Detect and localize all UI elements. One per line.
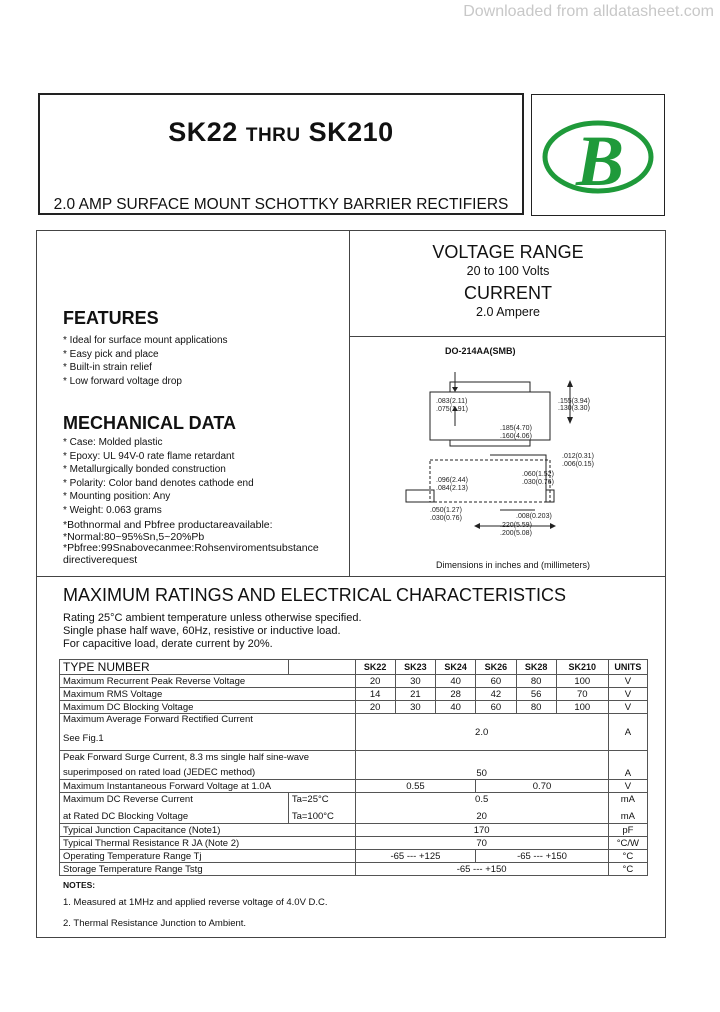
dim-label: .075(1.91) xyxy=(436,406,468,413)
units-header: UNITS xyxy=(608,660,647,675)
ratings-note: For capacitive load, derate current by 20%. xyxy=(63,638,273,650)
param-label xyxy=(60,793,289,824)
watermark: Downloaded from alldatasheet.com xyxy=(463,3,714,20)
param-label: Maximum Recurrent Peak Reverse Voltage xyxy=(60,675,356,688)
table-row xyxy=(60,714,648,751)
dim-label: .220(5.59) xyxy=(500,522,532,529)
subtitle: 2.0 AMP SURFACE MOUNT SCHOTTKY BARRIER RECTIFIERS xyxy=(53,196,509,213)
unit-cell: °C xyxy=(608,863,647,876)
current-value: 2.0 Ampere xyxy=(476,305,540,319)
param-label: Maximum Instantaneous Forward Voltage at 1.0A xyxy=(60,780,356,793)
characteristics-table xyxy=(59,659,648,876)
value-cell: 100 xyxy=(556,701,608,714)
value-cell: -65 --- +125 xyxy=(355,850,476,863)
col-header: SK24 xyxy=(436,660,476,675)
part-from: SK22 xyxy=(168,117,238,147)
value-cell: -65 --- +150 xyxy=(476,850,608,863)
value-cell: 80 xyxy=(516,675,556,688)
unit-cell: V xyxy=(608,780,647,793)
dim-label: .160(4.06) xyxy=(500,433,532,440)
col-header: SK26 xyxy=(476,660,516,675)
param-label xyxy=(60,714,356,751)
condition: Ta=25°C xyxy=(291,794,329,805)
feature-item: * Easy pick and place xyxy=(63,348,159,360)
value-cell: 56 xyxy=(516,688,556,701)
dim-arrow xyxy=(567,417,573,424)
ratings-note: Single phase half wave, 60Hz, resistive or inductive load. xyxy=(63,625,341,637)
param-label xyxy=(60,751,356,780)
param-label: Typical Junction Capacitance (Note1) xyxy=(60,824,356,837)
mechanical-item: * Polarity: Color band denotes cathode end xyxy=(63,477,254,489)
col-header: SK28 xyxy=(516,660,556,675)
table-row xyxy=(60,850,648,863)
divider-ratings xyxy=(36,576,666,577)
mechanical-item: * Epoxy: UL 94V-0 rate flame retardant xyxy=(63,450,235,462)
table-row xyxy=(60,837,648,850)
mechanical-item: * Mounting position: Any xyxy=(63,491,171,503)
unit-cell: A xyxy=(608,751,647,780)
dim-label: .030(0.76) xyxy=(430,515,462,522)
param-label: Typical Thermal Resistance R JA (Note 2) xyxy=(60,837,356,850)
unit-cell: A xyxy=(608,714,647,751)
dim-label: .096(2.44) xyxy=(436,477,468,484)
mechanical-item: * Metallurgically bonded construction xyxy=(63,464,226,476)
col-header: SK22 xyxy=(355,660,395,675)
table-row xyxy=(60,688,648,701)
title-box xyxy=(38,93,524,215)
type-number-header: TYPE NUMBER xyxy=(60,660,289,675)
unit-cell: °C/W xyxy=(608,837,647,850)
value-cell: 21 xyxy=(395,688,435,701)
table-row xyxy=(60,751,648,780)
feature-item: * Ideal for surface mount applications xyxy=(63,335,228,346)
value-cell: 42 xyxy=(476,688,516,701)
pb-line: *Bothnormal and Pbfree productareavailable: xyxy=(63,519,273,531)
value-cell: 30 xyxy=(395,701,435,714)
value-cell: 50 xyxy=(355,751,608,780)
value-cell: 80 xyxy=(516,701,556,714)
table-row xyxy=(60,701,648,714)
unit: mA xyxy=(620,811,635,822)
dim-label: .006(0.15) xyxy=(562,461,594,468)
dim-label: .084(2.13) xyxy=(436,485,468,492)
ratings-note: Rating 25°C ambient temperature unless otherwise specified. xyxy=(63,612,362,624)
value-cell: 60 xyxy=(476,701,516,714)
ratings-notes xyxy=(63,612,362,651)
value-cell: 2.0 xyxy=(355,714,608,751)
param-label-line: Maximum Average Forward Rectified Current xyxy=(63,714,253,725)
current-title: CURRENT xyxy=(464,283,552,303)
logo-box xyxy=(531,94,665,216)
table-row xyxy=(60,824,648,837)
unit-cell: pF xyxy=(608,824,647,837)
pb-line: *Pbfree:99Snabovecanmee:Rohsenviromentsubstance xyxy=(63,542,319,554)
table-row xyxy=(60,863,648,876)
unit-cell: V xyxy=(608,688,647,701)
dim-label: .012(0.31) xyxy=(562,453,594,460)
note-1: 1. Measured at 1MHz and applied reverse voltage of 4.0V D.C. xyxy=(63,897,328,908)
dim-label: .130(3.30) xyxy=(558,405,590,412)
logo-letter: B xyxy=(575,121,625,201)
value-cell: 20 xyxy=(355,701,395,714)
feature-item: * Low forward voltage drop xyxy=(63,375,182,387)
package-drawing xyxy=(350,360,666,560)
divider-right xyxy=(349,336,666,337)
mechanical-list xyxy=(63,436,254,518)
table-header-row xyxy=(60,660,648,675)
param-label: Operating Temperature Range Tj xyxy=(60,850,356,863)
unit-cell xyxy=(608,793,647,824)
value-cell: 14 xyxy=(355,688,395,701)
dim-label: .155(3.94) xyxy=(558,398,590,405)
value: 0.5 xyxy=(475,794,489,805)
mechanical-item: * Case: Molded plastic xyxy=(63,437,163,448)
table-row xyxy=(60,780,648,793)
param-label-line: at Rated DC Blocking Voltage xyxy=(63,811,189,822)
table-row xyxy=(60,793,648,824)
part-to: SK210 xyxy=(308,117,394,147)
feature-item: * Built-in strain relief xyxy=(63,362,152,374)
value-cell: -65 --- +150 xyxy=(355,863,608,876)
dim-label: .030(0.76) xyxy=(522,479,554,486)
condition: Ta=100°C xyxy=(291,811,334,822)
param-label: Storage Temperature Range Tstg xyxy=(60,863,356,876)
dim-arrow xyxy=(474,523,480,529)
dim-label: .060(1.52) xyxy=(522,471,554,478)
dim-arrow xyxy=(452,387,458,392)
mechanical-title: MECHANICAL DATA xyxy=(63,413,236,433)
thru-label: THRU xyxy=(245,125,301,146)
value: 20 xyxy=(476,811,487,822)
value-cell: 70 xyxy=(355,837,608,850)
voltage-range-value: 20 to 100 Volts xyxy=(466,264,550,278)
dim-arrow xyxy=(550,523,556,529)
value-cell: 40 xyxy=(436,701,476,714)
table-row xyxy=(60,675,648,688)
value-cell: 20 xyxy=(355,675,395,688)
value-cell xyxy=(355,793,608,824)
spacer-cell xyxy=(288,660,355,675)
value-cell: 60 xyxy=(476,675,516,688)
param-label-line: Maximum DC Reverse Current xyxy=(63,794,193,805)
param-label: Maximum RMS Voltage xyxy=(60,688,356,701)
col-header: SK23 xyxy=(395,660,435,675)
page-title xyxy=(40,117,522,148)
col-header: SK210 xyxy=(556,660,608,675)
condition-cell xyxy=(288,793,355,824)
dim-label: .200(5.08) xyxy=(500,530,532,537)
unit-cell: V xyxy=(608,701,647,714)
value-cell: 170 xyxy=(355,824,608,837)
notes-title: NOTES: xyxy=(63,880,96,890)
value-cell: 0.70 xyxy=(476,780,608,793)
dim-arrow xyxy=(567,380,573,387)
top-view-lead-bottom xyxy=(450,440,530,446)
features-title: FEATURES xyxy=(63,308,159,328)
features-list xyxy=(63,334,228,388)
value-cell: 30 xyxy=(395,675,435,688)
package-name: DO-214AA(SMB) xyxy=(445,346,516,356)
param-label-line: See Fig.1 xyxy=(63,733,104,744)
dim-label: .083(2.11) xyxy=(436,398,468,405)
pb-info xyxy=(63,520,348,566)
value-cell: 70 xyxy=(556,688,608,701)
param-label-line: Peak Forward Surge Current, 8.3 ms single half sine-wave xyxy=(63,752,310,763)
value-cell: 40 xyxy=(436,675,476,688)
ratings-title: MAXIMUM RATINGS AND ELECTRICAL CHARACTERISTICS xyxy=(63,585,567,605)
top-view-lead-top xyxy=(450,382,530,392)
pb-line: *Normal:80~95%Sn,5~20%Pb xyxy=(63,530,205,543)
unit-cell: V xyxy=(608,675,647,688)
unit-cell: °C xyxy=(608,850,647,863)
mechanical-item: * Weight: 0.063 grams xyxy=(63,504,162,516)
voltage-range-title: VOLTAGE RANGE xyxy=(432,242,584,262)
dim-label: .008(0.203) xyxy=(516,513,552,520)
param-label: Maximum DC Blocking Voltage xyxy=(60,701,356,714)
dim-label: .185(4.70) xyxy=(500,425,532,432)
pb-line: directiverequest xyxy=(63,553,138,566)
unit: mA xyxy=(620,794,635,805)
value-cell: 28 xyxy=(436,688,476,701)
dim-label: .050(1.27) xyxy=(430,507,462,514)
company-logo xyxy=(532,95,664,215)
value-cell: 100 xyxy=(556,675,608,688)
note-2: 2. Thermal Resistance Junction to Ambient. xyxy=(63,918,247,929)
param-label-line: superimposed on rated load (JEDEC method) xyxy=(63,767,256,778)
value-cell: 0.55 xyxy=(355,780,476,793)
package-caption: Dimensions in inches and (millimeters) xyxy=(436,560,591,570)
